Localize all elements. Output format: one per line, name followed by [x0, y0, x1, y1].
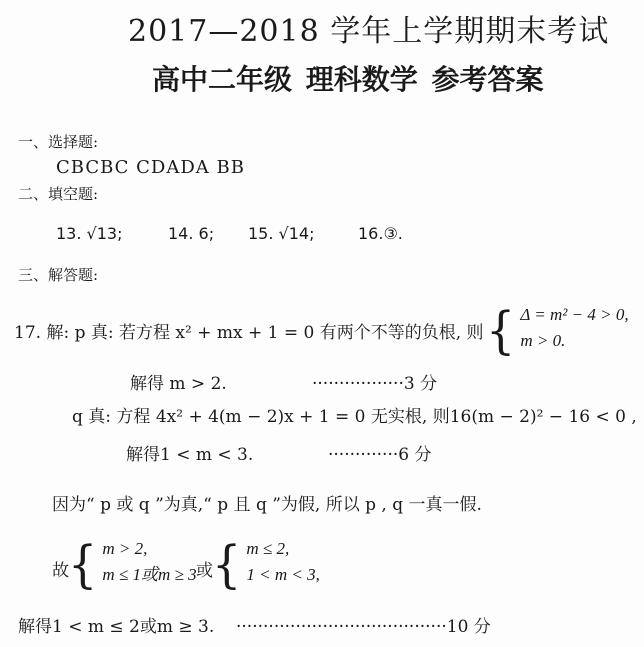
- problem17-line4: 解得1 < m < 3.: [126, 445, 254, 465]
- fill-heading: 二、填空题:: [18, 185, 99, 203]
- fill-answer-14: 14. 6;: [168, 224, 215, 243]
- brace-symbol: {: [486, 300, 516, 360]
- problem17-line5: 因为“ p 或 q ”为真,“ p 且 q ”为假, 所以 p , q 一真一假.: [52, 495, 482, 515]
- gu-label: 故: [52, 561, 69, 581]
- system-2-row-a: m > 2,: [102, 539, 148, 558]
- choice-answers: CBCBC CDADA BB: [56, 157, 245, 178]
- choice-heading: 一、选择题:: [18, 133, 99, 151]
- system-2: [68, 534, 197, 594]
- fill-answer-16: 16.③.: [358, 224, 403, 243]
- system-3: [212, 534, 320, 594]
- fill-answer-13: 13. √13;: [56, 224, 123, 243]
- system-1-rows: [520, 302, 628, 354]
- system-2-row-b: m ≤ 1或m ≥ 3: [102, 565, 197, 584]
- problem17-line1: 17. 解: p 真: 若方程 x² + mx + 1 = 0 有两个不等的负根, 则: [14, 323, 484, 343]
- system-1-row-b: m > 0.: [520, 331, 566, 350]
- system-1: [486, 300, 629, 360]
- system-3-row-a: m ≤ 2,: [246, 539, 290, 558]
- huo-label: 或: [196, 561, 213, 581]
- score-6: ·············6 分: [328, 445, 432, 465]
- system-3-row-b: 1 < m < 3,: [246, 565, 320, 584]
- system-2-rows: [102, 536, 196, 588]
- exam-subtitle: 高中二年级 理科数学 参考答案: [152, 63, 544, 96]
- fill-answer-15: 15. √14;: [248, 224, 315, 243]
- brace-symbol: {: [68, 534, 98, 594]
- score-10: ·······································10 分: [236, 617, 491, 637]
- problem17-line3: q 真: 方程 4x² + 4(m − 2)x + 1 = 0 无实根, 则16(m − 2)² − 16 < 0 ,: [72, 407, 637, 427]
- problem17-line2: 解得 m > 2.: [130, 374, 227, 394]
- system-1-row-a: Δ = m² − 4 > 0,: [520, 305, 629, 324]
- brace-symbol: {: [212, 534, 242, 594]
- solve-heading: 三、解答题:: [18, 266, 99, 284]
- score-3: ·················3 分: [312, 374, 438, 394]
- problem17-line7: 解得1 < m ≤ 2或m ≥ 3.: [18, 617, 215, 637]
- system-3-rows: [246, 536, 319, 588]
- exam-title: 2017—2018 学年上学期期末考试: [128, 14, 610, 49]
